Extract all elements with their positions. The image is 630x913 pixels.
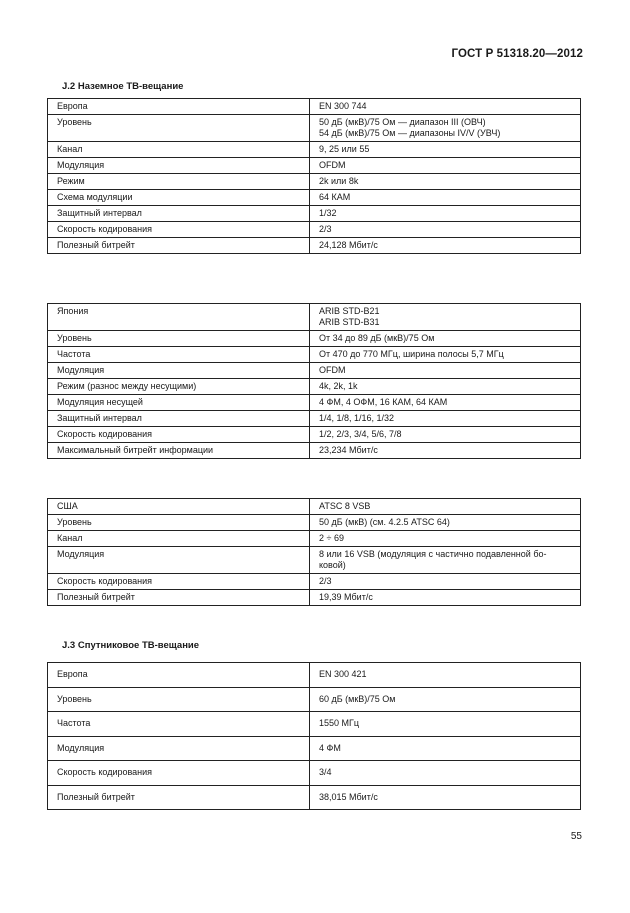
parameter-value [310, 531, 581, 547]
value-line: 24,128 Мбит/с [319, 240, 378, 250]
value-line: 1/4, 1/8, 1/16, 1/32 [319, 413, 395, 423]
value-line: ARIB STD-B21 [319, 306, 380, 316]
value-line: ATSC 8 VSB [319, 501, 371, 511]
parameter-value [310, 687, 581, 712]
parameter-label: Модуляция [48, 736, 310, 761]
parameter-value [310, 142, 581, 158]
value-line: От 470 до 770 МГц, ширина полосы 5,7 МГц [319, 349, 504, 359]
value-line: 1550 МГц [319, 718, 360, 729]
table-row [48, 411, 581, 427]
parameter-label: Европа [48, 99, 310, 115]
value-line: 50 дБ (мкВ)/75 Ом — диапазон III (ОВЧ) [319, 117, 486, 127]
parameter-label: США [48, 499, 310, 515]
value-line: 9, 25 или 55 [319, 144, 370, 154]
value-line: EN 300 421 [319, 669, 367, 680]
spec-table-usa [47, 498, 581, 606]
parameter-label: Модуляция [48, 158, 310, 174]
value-line: 3/4 [319, 767, 332, 778]
table-row [48, 761, 581, 786]
parameter-value [310, 206, 581, 222]
parameter-value [310, 174, 581, 190]
parameter-label: Частота [48, 347, 310, 363]
parameter-value [310, 761, 581, 786]
value-line: 1/2, 2/3, 3/4, 5/6, 7/8 [319, 429, 402, 439]
table-row [48, 379, 581, 395]
parameter-value [310, 663, 581, 688]
parameter-value [310, 736, 581, 761]
value-line: 4 ФМ [319, 742, 341, 753]
table-row [48, 363, 581, 379]
value-line: 4k, 2k, 1k [319, 381, 358, 391]
value-line: 64 КАМ [319, 192, 351, 202]
value-line: 54 дБ (мкВ)/75 Ом — диапазоны IV/V (УВЧ) [319, 128, 501, 138]
parameter-value [310, 427, 581, 443]
parameter-value [310, 363, 581, 379]
parameter-label: Схема модуляции [48, 190, 310, 206]
spec-table-japan [47, 303, 581, 459]
parameter-label: Модуляция несущей [48, 395, 310, 411]
parameter-label: Канал [48, 531, 310, 547]
parameter-value [310, 190, 581, 206]
parameter-value [310, 331, 581, 347]
parameter-label: Защитный интервал [48, 206, 310, 222]
parameter-label: Модуляция [48, 363, 310, 379]
table-row [48, 174, 581, 190]
section-title-j3: J.3 Спутниковое ТВ-вещание [62, 640, 200, 651]
parameter-value [310, 304, 581, 331]
parameter-value [310, 115, 581, 142]
parameter-value [310, 347, 581, 363]
table-row [48, 304, 581, 331]
parameter-value [310, 590, 581, 606]
parameter-value [310, 158, 581, 174]
parameter-label: Защитный интервал [48, 411, 310, 427]
parameter-label: Частота [48, 712, 310, 737]
value-line: EN 300 744 [319, 101, 367, 111]
parameter-label: Полезный битрейт [48, 785, 310, 810]
value-line: 8 или 16 VSB (модуляция с частично подавленной бо- [319, 549, 547, 559]
parameter-label: Уровень [48, 331, 310, 347]
parameter-label: Скорость кодирования [48, 761, 310, 786]
parameter-value [310, 499, 581, 515]
value-line: 2k или 8k [319, 176, 359, 186]
value-line: 2/3 [319, 224, 332, 234]
parameter-value [310, 395, 581, 411]
value-line: ARIB STD-B31 [319, 317, 380, 327]
table-row [48, 499, 581, 515]
table-row [48, 238, 581, 254]
parameter-value [310, 712, 581, 737]
value-line: 60 дБ (мкВ)/75 Ом [319, 693, 396, 704]
parameter-label: Полезный битрейт [48, 590, 310, 606]
table-row [48, 515, 581, 531]
parameter-label: Модуляция [48, 547, 310, 574]
section-title-j2: J.2 Наземное ТВ-вещание [62, 81, 184, 92]
parameter-label: Скорость кодирования [48, 574, 310, 590]
parameter-label: Скорость кодирования [48, 427, 310, 443]
page-header: ГОСТ Р 51318.20—2012 [451, 48, 583, 60]
table-row [48, 115, 581, 142]
parameter-label: Уровень [48, 687, 310, 712]
parameter-label: Режим [48, 174, 310, 190]
value-line: OFDM [319, 160, 346, 170]
table-row [48, 158, 581, 174]
value-line: 19,39 Мбит/с [319, 592, 373, 602]
parameter-value [310, 379, 581, 395]
value-line: 2 ÷ 69 [319, 533, 344, 543]
value-line: 23,234 Мбит/с [319, 445, 378, 455]
table-row [48, 712, 581, 737]
parameter-value [310, 411, 581, 427]
value-line: 1/32 [319, 208, 337, 218]
table-row [48, 785, 581, 810]
parameter-value [310, 547, 581, 574]
value-line: 4 ФМ, 4 ОФМ, 16 КАМ, 64 КАМ [319, 397, 448, 407]
table-row [48, 142, 581, 158]
table-row [48, 222, 581, 238]
table-row [48, 590, 581, 606]
spec-table-europe-satellite [47, 662, 581, 810]
parameter-label: Уровень [48, 115, 310, 142]
parameter-label: Уровень [48, 515, 310, 531]
parameter-value [310, 785, 581, 810]
value-line: OFDM [319, 365, 346, 375]
page-number: 55 [570, 831, 582, 842]
parameter-label: Максимальный битрейт информации [48, 443, 310, 459]
table-row [48, 347, 581, 363]
parameter-value [310, 238, 581, 254]
table-row [48, 663, 581, 688]
table-row [48, 531, 581, 547]
parameter-label: Япония [48, 304, 310, 331]
value-line: От 34 до 89 дБ (мкВ)/75 Ом [319, 333, 435, 343]
value-line: 2/3 [319, 576, 332, 586]
table-row [48, 736, 581, 761]
parameter-label: Скорость кодирования [48, 222, 310, 238]
parameter-label: Европа [48, 663, 310, 688]
value-line: 50 дБ (мкВ) (см. 4.2.5 ATSC 64) [319, 517, 450, 527]
table-row [48, 331, 581, 347]
value-line: 38,015 Мбит/с [319, 791, 378, 802]
value-line: ковой) [319, 560, 346, 570]
table-row [48, 395, 581, 411]
table-row [48, 547, 581, 574]
table-row [48, 190, 581, 206]
table-row [48, 99, 581, 115]
parameter-label: Канал [48, 142, 310, 158]
table-row [48, 206, 581, 222]
parameter-value [310, 222, 581, 238]
parameter-value [310, 443, 581, 459]
table-row [48, 427, 581, 443]
table-row [48, 687, 581, 712]
table-row [48, 443, 581, 459]
parameter-label: Полезный битрейт [48, 238, 310, 254]
spec-table-europe-terrestrial [47, 98, 581, 254]
parameter-value [310, 574, 581, 590]
table-row [48, 574, 581, 590]
parameter-label: Режим (разнос между несущими) [48, 379, 310, 395]
parameter-value [310, 99, 581, 115]
parameter-value [310, 515, 581, 531]
